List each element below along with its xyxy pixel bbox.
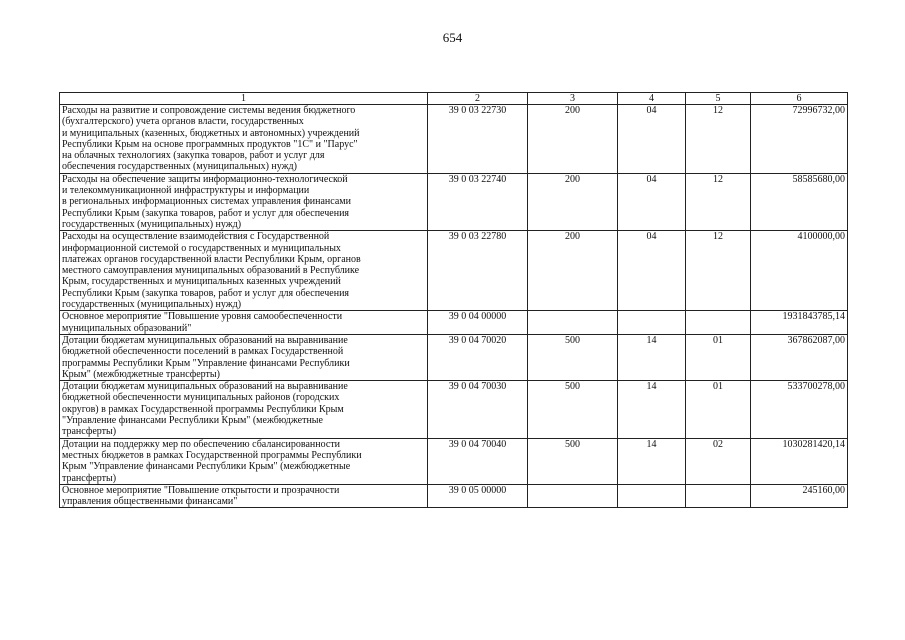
description-line: Расходы на развитие и сопровождение системы ведения бюджетного bbox=[62, 105, 356, 116]
table-row bbox=[60, 173, 848, 230]
row-description bbox=[60, 231, 428, 311]
description-line: трансферты) bbox=[62, 472, 117, 484]
amount: 1931843785,14 bbox=[751, 311, 848, 335]
expense-type bbox=[528, 484, 618, 508]
description-line: обеспечения государственных (муниципальных) нужд) bbox=[62, 161, 297, 173]
table-row bbox=[60, 334, 848, 380]
table-body bbox=[60, 105, 848, 508]
description-line: Расходы на осуществление взаимодействия с Государственной bbox=[62, 231, 330, 243]
row-description bbox=[60, 105, 428, 174]
row-description bbox=[60, 438, 428, 484]
column-header: 2 bbox=[428, 93, 528, 105]
table-row bbox=[60, 484, 848, 508]
description-line: государственных (муниципальных) нужд) bbox=[62, 299, 242, 311]
target-article-code: 39 0 04 70030 bbox=[428, 381, 528, 438]
description-line: (бухгалтерского) учета органов власти, государственных bbox=[62, 116, 304, 128]
expense-type: 200 bbox=[528, 105, 618, 174]
section: 04 bbox=[618, 105, 686, 174]
description-line: бюджетной обеспеченности поселений в рамках Государственной bbox=[62, 346, 344, 358]
description-line: программы Республики Крым "Управление финансами Республики bbox=[62, 357, 350, 369]
target-article-code: 39 0 03 22730 bbox=[428, 105, 528, 174]
table-row bbox=[60, 381, 848, 438]
column-header: 3 bbox=[528, 93, 618, 105]
page-number: 654 bbox=[442, 30, 463, 45]
description-line: Дотации бюджетам муниципальных образований на выравнивание bbox=[62, 334, 348, 346]
table-row bbox=[60, 311, 848, 335]
description-line: и муниципальных (казенных, бюджетных и автономных) учреждений bbox=[62, 127, 360, 139]
row-description bbox=[60, 484, 428, 508]
expense-type: 500 bbox=[528, 334, 618, 380]
description-line: платежах органов государственной власти Республики Крым, органов bbox=[62, 253, 361, 265]
subsection: 12 bbox=[686, 231, 751, 311]
description-line: муниципальных образований" bbox=[62, 322, 192, 334]
subsection: 02 bbox=[686, 438, 751, 484]
amount: 533700278,00 bbox=[751, 381, 848, 438]
section bbox=[618, 311, 686, 335]
description-line: Крым, государственных и муниципальных казенных учреждений bbox=[62, 276, 341, 288]
description-line: в региональных информационных системах управления финансами bbox=[62, 196, 351, 208]
target-article-code: 39 0 03 22740 bbox=[428, 173, 528, 230]
description-line: трансферты) bbox=[62, 426, 117, 438]
description-line: и телекоммуникационной инфраструктуры и информации bbox=[62, 185, 310, 197]
column-header: 4 bbox=[618, 93, 686, 105]
description-line: информационной системой о государственных и муниципальных bbox=[62, 242, 341, 254]
description-line: на облачных технологиях (закупка товаров, работ и услуг для bbox=[62, 150, 325, 162]
amount: 58585680,00 bbox=[751, 173, 848, 230]
row-description bbox=[60, 173, 428, 230]
subsection bbox=[686, 484, 751, 508]
table-row bbox=[60, 105, 848, 174]
target-article-code: 39 0 04 70020 bbox=[428, 334, 528, 380]
column-header: 6 bbox=[751, 93, 848, 105]
description-line: бюджетной обеспеченности муниципальных районов (городских bbox=[62, 392, 340, 404]
header-row bbox=[60, 93, 848, 105]
description-line: Крым" (межбюджетные трансферты) bbox=[62, 368, 220, 380]
amount: 1030281420,14 bbox=[751, 438, 848, 484]
subsection: 12 bbox=[686, 173, 751, 230]
target-article-code: 39 0 04 00000 bbox=[428, 311, 528, 335]
section: 14 bbox=[618, 381, 686, 438]
amount: 367862087,00 bbox=[751, 334, 848, 380]
column-header: 5 bbox=[686, 93, 751, 105]
row-description bbox=[60, 381, 428, 438]
description-line: местных бюджетов в рамках Государственной программы Республики bbox=[62, 449, 362, 461]
expense-type: 200 bbox=[528, 173, 618, 230]
expense-type bbox=[528, 311, 618, 335]
description-line: управления общественными финансами" bbox=[62, 496, 238, 508]
description-line: государственных (муниципальных) нужд) bbox=[62, 218, 242, 230]
description-line: Республики Крым (закупка товаров, работ и услуг для обеспечения bbox=[62, 207, 350, 219]
expense-type: 200 bbox=[528, 231, 618, 311]
subsection: 01 bbox=[686, 334, 751, 380]
description-line: местного самоуправления муниципальных образований в Республике bbox=[62, 265, 360, 277]
target-article-code: 39 0 04 70040 bbox=[428, 438, 528, 484]
description-line: Крым "Управление финансами Республики Крым" (межбюджетные bbox=[62, 461, 351, 473]
table-row bbox=[60, 438, 848, 484]
description-line: Основное мероприятие "Повышение уровня самообеспеченности bbox=[62, 311, 343, 323]
section bbox=[618, 484, 686, 508]
subsection: 12 bbox=[686, 105, 751, 174]
amount: 72996732,00 bbox=[751, 105, 848, 174]
row-description bbox=[60, 334, 428, 380]
subsection: 01 bbox=[686, 381, 751, 438]
table-row bbox=[60, 231, 848, 311]
description-line: Дотации на поддержку мер по обеспечению сбалансированности bbox=[62, 438, 341, 450]
section: 04 bbox=[618, 173, 686, 230]
description-line: Основное мероприятие "Повышение открытости и прозрачности bbox=[62, 484, 340, 496]
amount: 245160,00 bbox=[751, 484, 848, 508]
description-line: Расходы на обеспечение защиты информационно-технологической bbox=[62, 173, 348, 185]
description-line: Дотации бюджетам муниципальных образований на выравнивание bbox=[62, 381, 348, 393]
description-line: Республики Крым на основе программных продуктов "1С" и "Парус" bbox=[62, 138, 358, 150]
amount: 4100000,00 bbox=[751, 231, 848, 311]
section: 14 bbox=[618, 334, 686, 380]
section: 14 bbox=[618, 438, 686, 484]
description-line: округов) в рамках Государственной программы Республики Крым bbox=[62, 403, 344, 415]
subsection bbox=[686, 311, 751, 335]
budget-table bbox=[59, 92, 848, 508]
section: 04 bbox=[618, 231, 686, 311]
expense-type: 500 bbox=[528, 381, 618, 438]
row-description bbox=[60, 311, 428, 335]
target-article-code: 39 0 05 00000 bbox=[428, 484, 528, 508]
target-article-code: 39 0 03 22780 bbox=[428, 231, 528, 311]
column-header: 1 bbox=[60, 93, 428, 105]
description-line: Республики Крым (закупка товаров, работ и услуг для обеспечения bbox=[62, 287, 350, 299]
expense-type: 500 bbox=[528, 438, 618, 484]
description-line: "Управление финансами Республики Крым" (межбюджетные bbox=[62, 415, 323, 427]
